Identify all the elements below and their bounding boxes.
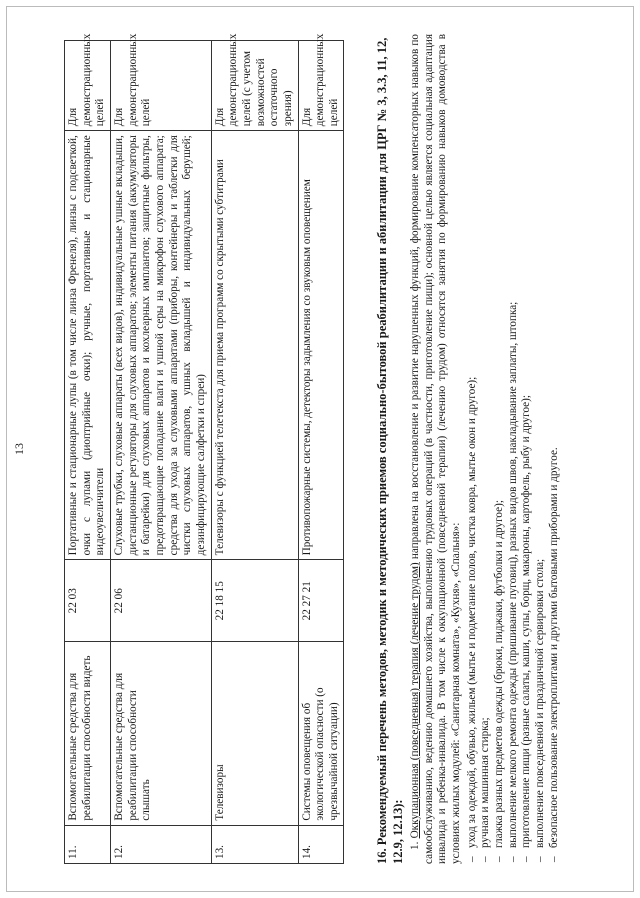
usage-note: Для демонстрационных целей xyxy=(298,41,344,131)
list-item: – приготовление пищи (разные салаты, каши, супы, борщ, макароны, картофель, рыбу и другое); xyxy=(520,34,534,864)
device-description: Телевизоры с функцией телетекста для приема программ со скрытыми субтитрами xyxy=(211,131,298,560)
device-category: Телевизоры xyxy=(211,642,298,825)
table-row xyxy=(65,41,111,864)
paragraph-body: направлена на восстановление и развитие нарушенных функций, формирование компенсаторных навыков по самообслуживанию, ведению домашнего хозяйства, выполнению трудовых операций (в частности, приготовление пищи); основной целью является социальная адаптация инвалида и ребенка-инвалида. В том числе к оккупационной (повседневной терапии) (лечению трудом) относятся занятия по формированию навыков домоводства в условиях жилых модулей: «Санитарная комната», «Кухня», «Спальня»: xyxy=(409,34,462,864)
usage-note: Для демонстрационных целей xyxy=(65,41,111,131)
classification-code: 22 18 15 xyxy=(211,560,298,642)
usage-note: Для демонстрационных целей (с учетом возможностей остаточного зрения) xyxy=(211,41,298,131)
row-number: 13. xyxy=(211,825,298,863)
classification-code: 22 27 21 xyxy=(298,560,344,642)
equipment-table xyxy=(64,33,344,864)
paragraph-number: 1. xyxy=(409,838,421,850)
classification-code: 22 03 xyxy=(65,560,111,642)
occupational-therapy-term: Оккупационная (повседневная) терапия (лечение трудом) xyxy=(409,562,421,839)
table-row xyxy=(110,41,211,864)
list-item: – выполнение мелкого ремонта одежды (пришивание пуговиц), разных видов швов, накладывание заплаты, штопка; xyxy=(507,34,521,864)
list-item: – уход за одеждой, обувью, жильем (мытье и подметание полов, чистка ковра, мытье окон и другое); xyxy=(466,34,480,864)
occupational-therapy-paragraph xyxy=(409,34,464,864)
list-item: – выполнение повседневной и праздничной сервировки стола; xyxy=(534,34,548,864)
device-category: Вспомогательные средства для реабилитации способности видеть xyxy=(65,642,111,825)
device-description: Противопожарные системы, детекторы задымления со звуковым оповещением xyxy=(298,131,344,560)
list-item: – глажка разных предметов одежды (брюки, пиджаки, футболки и другое); xyxy=(493,34,507,864)
usage-note: Для демонстрационных целей xyxy=(110,41,211,131)
section-heading: 16. Рекомендуемый перечень методов, методик и методических приемов социально-бытовой реабилитации и абилитации для ЦРГ № 3, 3.3, 11, 12, 12.9, 12.13): xyxy=(375,37,405,864)
page-number: 13 xyxy=(12,443,26,455)
activity-list xyxy=(466,34,562,864)
table-row xyxy=(211,41,298,864)
classification-code: 22 06 xyxy=(110,560,211,642)
device-description: Слуховые трубки, слуховые аппараты (всех видов), индивидуальные ушные вкладыши, дистанционные регуляторы для слуховых аппаратов; элементы питания (аккумуляторы и батарейки) для слуховых аппаратов и кохлеарных имплантов; защитные фильтры, предотвращающие попадание влаги и ушной серы на микрофон слухового аппарата; средства для ухода за слуховыми аппаратами (приборы, контейнеры и таблетки для чистки слуховых аппаратов, ушных вкладышей и индивидуальных берушей; дезинфицирующие салфетки и спреи) xyxy=(110,131,211,560)
row-number: 14. xyxy=(298,825,344,863)
section-16 xyxy=(374,34,561,864)
row-number: 12. xyxy=(110,825,211,863)
device-description: Портативные и стационарные лупы (в том числе линза Френеля), линзы с подсветкой, очки с лупами (диоптрийные очки); ручные, портативные и стационарные видеоувеличители xyxy=(65,131,111,560)
row-number: 11. xyxy=(65,825,111,863)
list-item: – ручная и машинная стирка; xyxy=(479,34,493,864)
device-category: Вспомогательные средства для реабилитации способности слышать xyxy=(110,642,211,825)
device-category: Системы оповещения об экологической опасности (о чрезвычайной ситуации) xyxy=(298,642,344,825)
list-item: – безопасное пользование электроплитами и другими бытовыми приборами и другое. xyxy=(548,34,562,864)
table-row xyxy=(298,41,344,864)
